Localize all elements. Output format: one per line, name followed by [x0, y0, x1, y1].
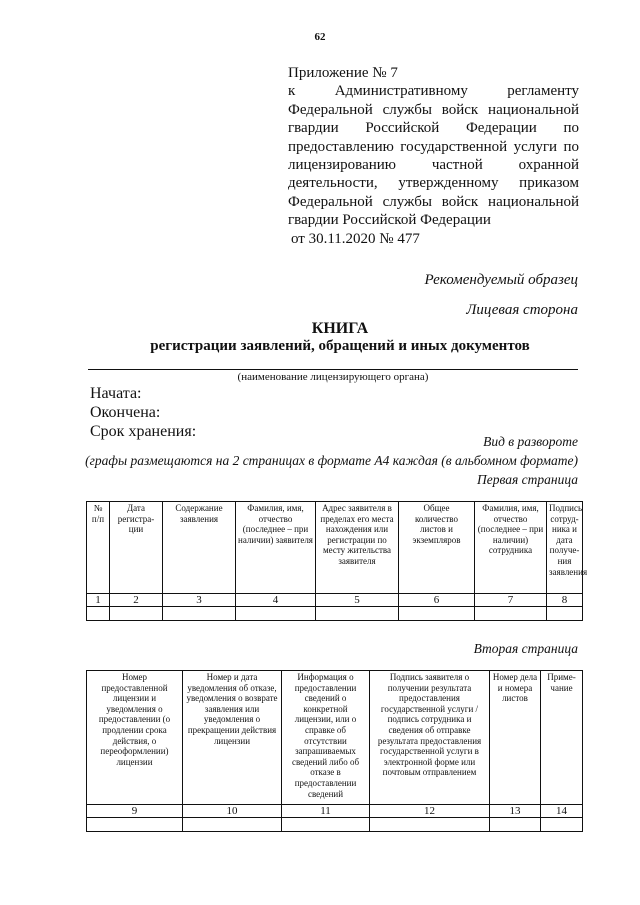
- empty-cell: [475, 607, 547, 621]
- page-number: 62: [314, 31, 326, 43]
- header-cell: Приме- чание: [541, 671, 583, 805]
- header-cell: Фамилия, имя, отчество (последнее – при наличии) заявителя: [236, 502, 316, 594]
- empty-cell: [316, 607, 399, 621]
- org-name-hint: (наименование лицензирующего органа): [237, 371, 429, 383]
- book-title: КНИГА: [311, 320, 369, 337]
- appendix-line: гвардии Российской Федерации по: [288, 120, 579, 137]
- column-number: 13: [490, 805, 541, 818]
- second-page-label: Вторая страница: [473, 641, 578, 656]
- appendix-date: от 30.11.2020 № 477: [291, 230, 420, 247]
- ended-field: Окончена:: [90, 404, 161, 421]
- retention-field: Срок хранения:: [90, 423, 197, 440]
- header-cell: Номер дела и номера листов: [490, 671, 541, 805]
- column-number: 5: [316, 594, 399, 607]
- appendix-title: Приложение № 7: [288, 65, 398, 81]
- column-number: 7: [475, 594, 547, 607]
- started-field: Начата:: [90, 385, 142, 402]
- header-cell: Фамилия, имя, отчество (последнее – при наличии) сотрудника: [475, 502, 547, 594]
- column-number: 6: [399, 594, 475, 607]
- appendix-line: лицензированию частной охранной: [288, 157, 579, 174]
- header-cell: Номер и дата уведомления об отказе, уведомления о возврате заявления или уведомления о прекращении действия лицензии: [183, 671, 282, 805]
- column-number: 1: [87, 594, 110, 607]
- empty-cell: [183, 818, 282, 832]
- appendix-line: Федеральной службы войск национальной: [288, 101, 579, 118]
- first-page-label: Первая страница: [476, 472, 578, 487]
- front-side-label: Лицевая сторона: [466, 302, 578, 318]
- header-cell: Общее количество листов и экземпляров: [399, 502, 475, 594]
- column-number: 10: [183, 805, 282, 818]
- header-cell: Подпись заявителя о получении результата предоставления государственной услуги / подпись сотрудника и сведения об отправке результата предоставления государственной услуги в электронной форме или почтовым отправлением: [370, 671, 490, 805]
- empty-cell: [87, 818, 183, 832]
- empty-row: [87, 818, 583, 832]
- column-number: 3: [163, 594, 236, 607]
- empty-cell: [87, 607, 110, 621]
- spread-note: Вид в развороте: [483, 434, 578, 449]
- appendix-block: [288, 64, 579, 248]
- appendix-line: к Административному регламенту: [288, 83, 579, 100]
- column-number: 11: [282, 805, 370, 818]
- column-number: 4: [236, 594, 316, 607]
- empty-cell: [110, 607, 163, 621]
- appendix-line: предоставлению государственной услуги по: [288, 138, 579, 155]
- registration-table-page-1: [86, 501, 588, 621]
- header-cell: Дата регистра- ции: [110, 502, 163, 594]
- column-number: 12: [370, 805, 490, 818]
- column-number: 14: [541, 805, 583, 818]
- format-note: (графы размещаются на 2 страницах в формате А4 каждая (в альбомном формате): [85, 453, 578, 468]
- column-number: 2: [110, 594, 163, 607]
- empty-cell: [236, 607, 316, 621]
- header-cell: Содержание заявления: [163, 502, 236, 594]
- appendix-line: деятельности, утвержденному приказом: [288, 175, 579, 192]
- book-subtitle: регистрации заявлений, обращений и иных документов: [150, 338, 530, 354]
- header-cell: № п/п: [87, 502, 110, 594]
- header-cell: Подпись сотруд- ника и дата получе- ния заявления: [547, 502, 583, 594]
- column-number: 9: [87, 805, 183, 818]
- empty-cell: [370, 818, 490, 832]
- header-cell: Информация о предоставлении сведений о конкретной лицензии, или о справке об отсутствии запрашиваемых сведений либо об отказе в предоставлении сведений: [282, 671, 370, 805]
- empty-cell: [399, 607, 475, 621]
- org-name-line: [88, 369, 578, 370]
- column-number: 8: [547, 594, 583, 607]
- empty-cell: [541, 818, 583, 832]
- header-cell: Адрес заявителя в пределах его места нахождения или регистрации по месту жительства заявителя: [316, 502, 399, 594]
- empty-cell: [547, 607, 583, 621]
- registration-table-page-2: [86, 670, 583, 832]
- header-cell: Номер предоставленной лицензии и уведомления о предоставлении (о продлении срока действия, о переоформлении) лицензии: [87, 671, 183, 805]
- appendix-line: гвардии Российской Федерации: [288, 212, 491, 229]
- empty-row: [87, 607, 583, 621]
- appendix-line: Федеральной службы войск национальной: [288, 193, 579, 210]
- empty-cell: [490, 818, 541, 832]
- recommended-sample-label: Рекомендуемый образец: [424, 272, 578, 288]
- empty-cell: [282, 818, 370, 832]
- empty-cell: [163, 607, 236, 621]
